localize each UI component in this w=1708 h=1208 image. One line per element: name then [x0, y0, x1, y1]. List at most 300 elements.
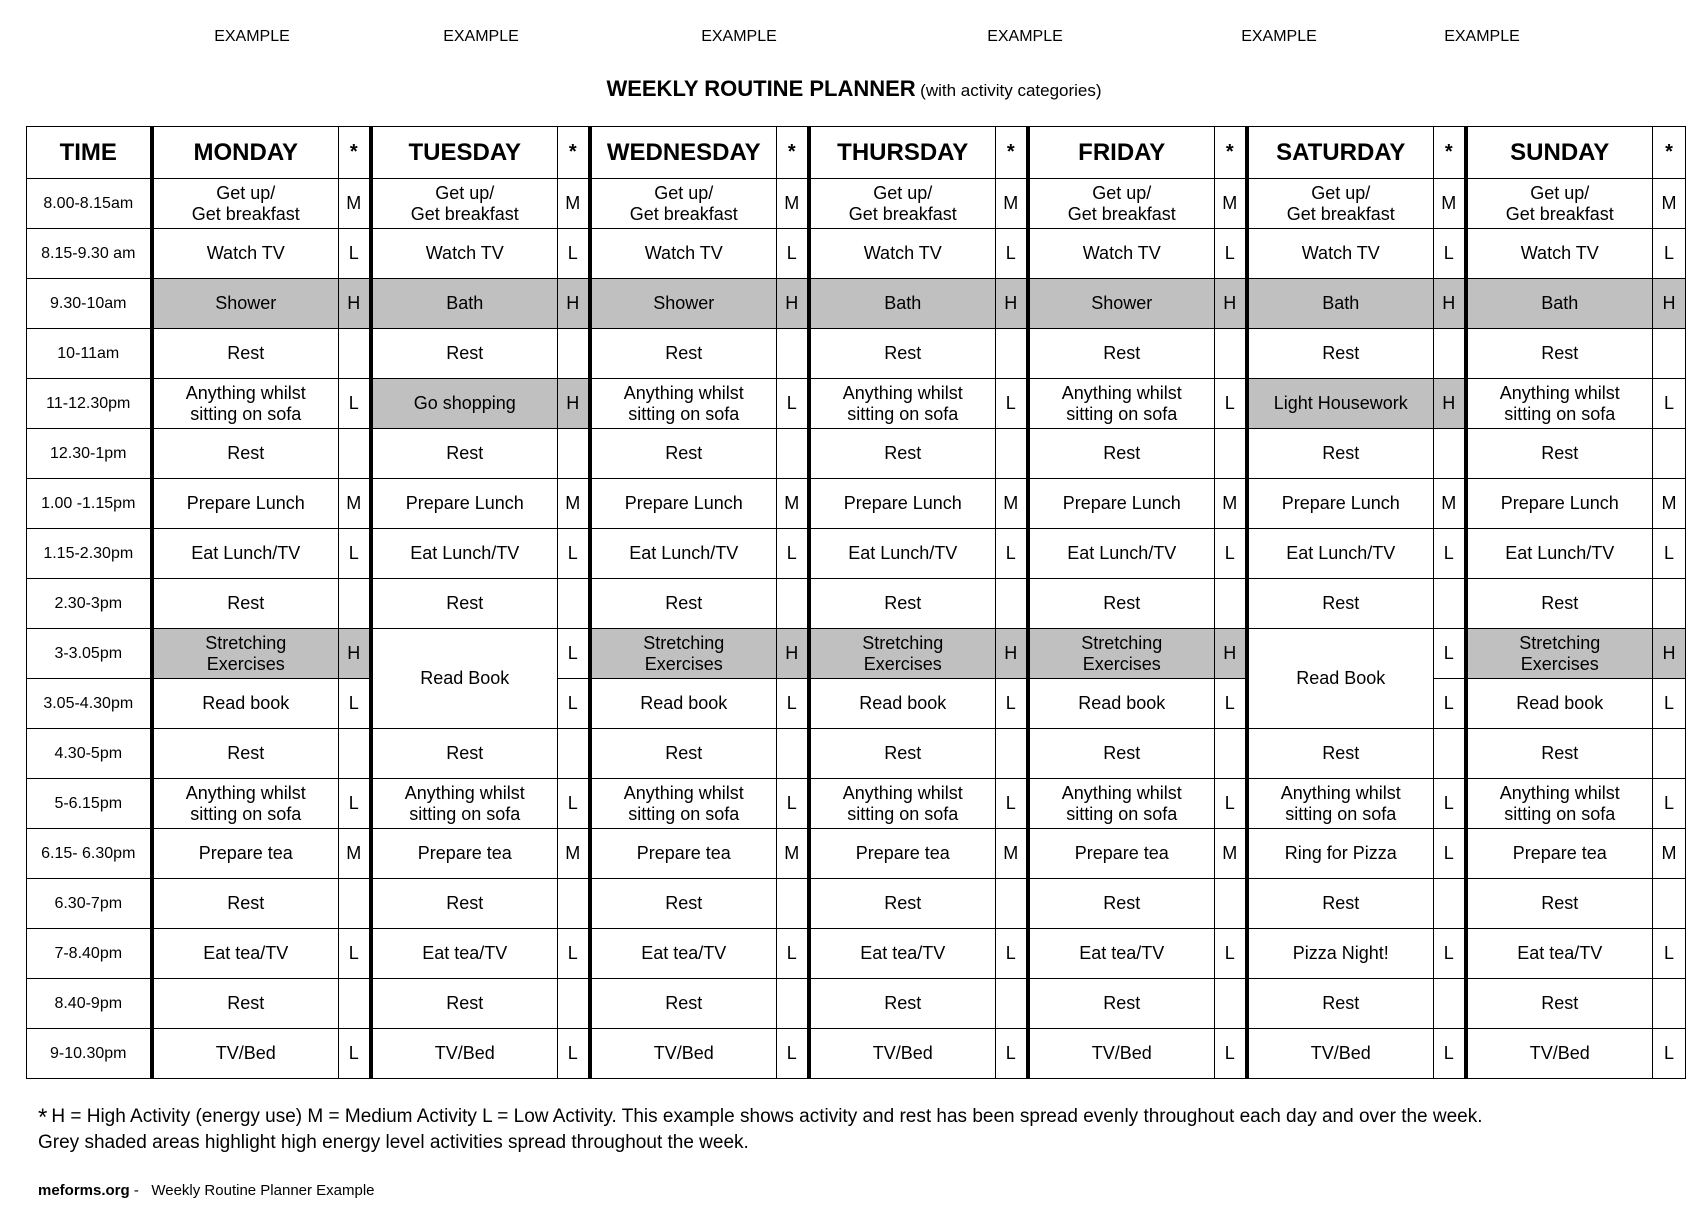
activity-cell: Stretching Exercises: [152, 629, 339, 679]
category-cell: [777, 429, 809, 479]
footnote-legend: H = High Activity (energy use) M = Medium Activity L = Low Activity. This example shows activity and rest has been spread evenly throughout each day and over the week.: [51, 1106, 1483, 1127]
time-slot: 6.30-7pm: [27, 879, 152, 929]
activity-cell: Prepare tea: [371, 829, 558, 879]
activity-cell: Rest: [152, 429, 339, 479]
table-row: [27, 479, 1686, 529]
header-category: *: [996, 127, 1028, 179]
activity-cell: Anything whilst sitting on sofa: [590, 779, 777, 829]
category-cell: [1434, 579, 1466, 629]
category-cell: L: [777, 929, 809, 979]
category-cell: [1215, 329, 1247, 379]
footnote-star: *: [38, 1104, 48, 1131]
category-cell: L: [1215, 929, 1247, 979]
category-cell: [1215, 879, 1247, 929]
category-cell: L: [1653, 529, 1686, 579]
time-slot: 1.00 -1.15pm: [27, 479, 152, 529]
category-cell: M: [558, 829, 590, 879]
time-slot: 5-6.15pm: [27, 779, 152, 829]
category-cell: [1215, 579, 1247, 629]
activity-cell: Eat tea/TV: [809, 929, 996, 979]
activity-cell: Rest: [1247, 979, 1434, 1029]
header-day: FRIDAY: [1028, 127, 1215, 179]
category-cell: L: [777, 229, 809, 279]
activity-cell: Rest: [1466, 579, 1653, 629]
category-cell: [1653, 429, 1686, 479]
category-cell: [558, 979, 590, 1029]
category-cell: L: [1653, 229, 1686, 279]
activity-cell: Watch TV: [809, 229, 996, 279]
header-day: THURSDAY: [809, 127, 996, 179]
activity-cell: Prepare tea: [1028, 829, 1215, 879]
time-slot: 2.30-3pm: [27, 579, 152, 629]
category-cell: L: [558, 679, 590, 729]
category-cell: L: [339, 379, 371, 429]
activity-cell: TV/Bed: [371, 1029, 558, 1079]
category-cell: [1434, 729, 1466, 779]
category-cell: [1215, 979, 1247, 1029]
category-cell: M: [1215, 829, 1247, 879]
category-cell: H: [777, 629, 809, 679]
activity-cell: Rest: [152, 579, 339, 629]
header-row: [27, 127, 1686, 179]
activity-cell: Rest: [1028, 329, 1215, 379]
time-slot: 3.05-4.30pm: [27, 679, 152, 729]
activity-cell: Prepare Lunch: [590, 479, 777, 529]
example-label: EXAMPLE: [1444, 28, 1520, 45]
table-body: [27, 179, 1686, 1079]
activity-cell: Eat Lunch/TV: [590, 529, 777, 579]
category-cell: L: [1215, 229, 1247, 279]
table-row: [27, 229, 1686, 279]
activity-cell: Prepare tea: [1466, 829, 1653, 879]
category-cell: L: [339, 779, 371, 829]
activity-cell: Rest: [1247, 329, 1434, 379]
category-cell: L: [339, 929, 371, 979]
activity-cell: Rest: [371, 879, 558, 929]
category-cell: L: [1653, 779, 1686, 829]
activity-cell: Rest: [152, 879, 339, 929]
activity-cell: Eat Lunch/TV: [1466, 529, 1653, 579]
activity-cell: Rest: [1247, 429, 1434, 479]
category-cell: L: [996, 229, 1028, 279]
activity-cell: Anything whilst sitting on sofa: [1028, 379, 1215, 429]
activity-cell: TV/Bed: [1247, 1029, 1434, 1079]
category-cell: L: [1653, 679, 1686, 729]
title-sub: (with activity categories): [920, 81, 1102, 100]
footer: [38, 1182, 375, 1199]
page-title: [0, 76, 1708, 102]
activity-cell: Rest: [1028, 429, 1215, 479]
activity-cell: Rest: [1466, 429, 1653, 479]
category-cell: L: [996, 679, 1028, 729]
activity-cell: TV/Bed: [1028, 1029, 1215, 1079]
routine-table: [26, 126, 1686, 1079]
category-cell: M: [777, 479, 809, 529]
category-cell: [777, 329, 809, 379]
header-category: *: [1653, 127, 1686, 179]
activity-cell: Get up/ Get breakfast: [152, 179, 339, 229]
category-cell: [996, 979, 1028, 1029]
category-cell: L: [1434, 629, 1466, 679]
activity-cell: Rest: [809, 729, 996, 779]
time-slot: 6.15- 6.30pm: [27, 829, 152, 879]
activity-cell: Rest: [590, 429, 777, 479]
activity-cell: Read book: [1466, 679, 1653, 729]
activity-cell: Ring for Pizza: [1247, 829, 1434, 879]
activity-cell: Eat Lunch/TV: [371, 529, 558, 579]
title-main: WEEKLY ROUTINE PLANNER: [606, 76, 916, 101]
activity-cell: Rest: [590, 979, 777, 1029]
activity-cell: Eat Lunch/TV: [1247, 529, 1434, 579]
header-category: *: [558, 127, 590, 179]
category-cell: H: [1215, 279, 1247, 329]
activity-cell: Anything whilst sitting on sofa: [1028, 779, 1215, 829]
category-cell: L: [558, 1029, 590, 1079]
category-cell: L: [558, 229, 590, 279]
activity-cell: Rest: [1028, 729, 1215, 779]
activity-cell: Rest: [809, 579, 996, 629]
category-cell: [558, 879, 590, 929]
activity-cell: Prepare tea: [590, 829, 777, 879]
activity-cell: Rest: [1466, 979, 1653, 1029]
activity-cell: Rest: [809, 329, 996, 379]
header-category: *: [339, 127, 371, 179]
category-cell: [1434, 979, 1466, 1029]
header-category: *: [1434, 127, 1466, 179]
time-slot: 9-10.30pm: [27, 1029, 152, 1079]
time-slot: 8.00-8.15am: [27, 179, 152, 229]
time-slot: 8.40-9pm: [27, 979, 152, 1029]
activity-cell: Rest: [590, 879, 777, 929]
activity-cell: Rest: [1247, 879, 1434, 929]
category-cell: L: [558, 779, 590, 829]
category-cell: H: [1215, 629, 1247, 679]
category-cell: M: [777, 179, 809, 229]
header-category: *: [1215, 127, 1247, 179]
activity-cell: Prepare Lunch: [371, 479, 558, 529]
table-row: [27, 329, 1686, 379]
time-slot: 1.15-2.30pm: [27, 529, 152, 579]
activity-cell: Pizza Night!: [1247, 929, 1434, 979]
activity-cell: Anything whilst sitting on sofa: [152, 379, 339, 429]
category-cell: [1653, 879, 1686, 929]
category-cell: [339, 329, 371, 379]
category-cell: L: [558, 529, 590, 579]
activity-cell: Rest: [1028, 579, 1215, 629]
category-cell: L: [1215, 779, 1247, 829]
activity-cell: Rest: [371, 729, 558, 779]
category-cell: [1215, 429, 1247, 479]
category-cell: M: [1215, 179, 1247, 229]
time-slot: 11-12.30pm: [27, 379, 152, 429]
activity-cell: Stretching Exercises: [1028, 629, 1215, 679]
time-slot: 8.15-9.30 am: [27, 229, 152, 279]
category-cell: L: [1215, 529, 1247, 579]
table-row: [27, 429, 1686, 479]
activity-cell: Rest: [590, 579, 777, 629]
table-row: [27, 629, 1686, 679]
category-cell: L: [777, 529, 809, 579]
category-cell: M: [1215, 479, 1247, 529]
activity-cell: Get up/ Get breakfast: [1028, 179, 1215, 229]
activity-cell: Rest: [1028, 979, 1215, 1029]
activity-cell: Watch TV: [371, 229, 558, 279]
table-row: [27, 529, 1686, 579]
activity-cell: Rest: [1466, 879, 1653, 929]
activity-cell: Eat Lunch/TV: [1028, 529, 1215, 579]
category-cell: M: [1434, 179, 1466, 229]
table-row: [27, 979, 1686, 1029]
time-slot: 7-8.40pm: [27, 929, 152, 979]
activity-cell: TV/Bed: [1466, 1029, 1653, 1079]
category-cell: [558, 579, 590, 629]
table-row: [27, 829, 1686, 879]
activity-cell: Stretching Exercises: [590, 629, 777, 679]
activity-cell: Read book: [590, 679, 777, 729]
category-cell: H: [996, 629, 1028, 679]
category-cell: [1434, 879, 1466, 929]
activity-cell: TV/Bed: [809, 1029, 996, 1079]
category-cell: [996, 729, 1028, 779]
activity-cell: Prepare tea: [809, 829, 996, 879]
category-cell: H: [558, 279, 590, 329]
category-cell: L: [1653, 1029, 1686, 1079]
activity-cell: Anything whilst sitting on sofa: [590, 379, 777, 429]
activity-cell: Watch TV: [1247, 229, 1434, 279]
activity-cell: Shower: [1028, 279, 1215, 329]
activity-cell: Get up/ Get breakfast: [590, 179, 777, 229]
category-cell: M: [1653, 479, 1686, 529]
category-cell: M: [1653, 179, 1686, 229]
category-cell: L: [1215, 379, 1247, 429]
table-row: [27, 729, 1686, 779]
activity-cell: Rest: [809, 879, 996, 929]
category-cell: L: [1434, 929, 1466, 979]
category-cell: L: [996, 929, 1028, 979]
category-cell: L: [1434, 829, 1466, 879]
activity-cell: Read Book: [1247, 629, 1434, 729]
category-cell: L: [777, 379, 809, 429]
activity-cell: Rest: [1247, 729, 1434, 779]
category-cell: M: [339, 829, 371, 879]
category-cell: L: [1434, 229, 1466, 279]
category-cell: H: [1653, 279, 1686, 329]
activity-cell: Rest: [152, 979, 339, 1029]
table-row: [27, 579, 1686, 629]
activity-cell: TV/Bed: [152, 1029, 339, 1079]
time-slot: 10-11am: [27, 329, 152, 379]
table-row: [27, 379, 1686, 429]
activity-cell: Rest: [1466, 729, 1653, 779]
category-cell: [777, 879, 809, 929]
category-cell: L: [1434, 679, 1466, 729]
category-cell: L: [558, 929, 590, 979]
activity-cell: Bath: [1247, 279, 1434, 329]
category-cell: H: [1434, 279, 1466, 329]
activity-cell: Rest: [1247, 579, 1434, 629]
activity-cell: Rest: [371, 429, 558, 479]
category-cell: L: [1434, 779, 1466, 829]
header-time: TIME: [27, 127, 152, 179]
activity-cell: Rest: [152, 729, 339, 779]
table-row: [27, 879, 1686, 929]
table-row: [27, 929, 1686, 979]
header-day: MONDAY: [152, 127, 339, 179]
header-category: *: [777, 127, 809, 179]
activity-cell: Eat tea/TV: [590, 929, 777, 979]
footnote-line-2: Grey shaded areas highlight high energy level activities spread throughout the week.: [38, 1132, 749, 1153]
category-cell: [1653, 329, 1686, 379]
category-cell: M: [1653, 829, 1686, 879]
activity-cell: Rest: [371, 579, 558, 629]
activity-cell: Read book: [152, 679, 339, 729]
activity-cell: Anything whilst sitting on sofa: [1466, 379, 1653, 429]
category-cell: L: [996, 379, 1028, 429]
category-cell: M: [996, 179, 1028, 229]
footer-text: Weekly Routine Planner Example: [151, 1182, 375, 1199]
activity-cell: Anything whilst sitting on sofa: [1466, 779, 1653, 829]
activity-cell: Eat tea/TV: [1028, 929, 1215, 979]
time-slot: 9.30-10am: [27, 279, 152, 329]
activity-cell: Shower: [152, 279, 339, 329]
category-cell: [777, 979, 809, 1029]
activity-cell: Anything whilst sitting on sofa: [371, 779, 558, 829]
activity-cell: Rest: [590, 729, 777, 779]
category-cell: L: [777, 679, 809, 729]
activity-cell: Read book: [809, 679, 996, 729]
category-cell: [996, 329, 1028, 379]
table-row: [27, 179, 1686, 229]
activity-cell: Rest: [371, 329, 558, 379]
activity-cell: Rest: [1466, 329, 1653, 379]
activity-cell: Read book: [1028, 679, 1215, 729]
activity-cell: Get up/ Get breakfast: [1466, 179, 1653, 229]
category-cell: [1434, 429, 1466, 479]
activity-cell: Get up/ Get breakfast: [1247, 179, 1434, 229]
footnote: [38, 1104, 1698, 1155]
category-cell: L: [1215, 679, 1247, 729]
activity-cell: Bath: [1466, 279, 1653, 329]
category-cell: L: [996, 779, 1028, 829]
activity-cell: Read Book: [371, 629, 558, 729]
activity-cell: Anything whilst sitting on sofa: [809, 379, 996, 429]
category-cell: [339, 979, 371, 1029]
header-day: WEDNESDAY: [590, 127, 777, 179]
example-label: EXAMPLE: [1241, 28, 1317, 45]
activity-cell: Rest: [809, 979, 996, 1029]
category-cell: L: [339, 679, 371, 729]
activity-cell: Shower: [590, 279, 777, 329]
footnote-line-1: [38, 1104, 1698, 1130]
category-cell: [339, 729, 371, 779]
category-cell: L: [339, 529, 371, 579]
activity-cell: Prepare tea: [152, 829, 339, 879]
category-cell: M: [339, 479, 371, 529]
header-day: SUNDAY: [1466, 127, 1653, 179]
category-cell: M: [1434, 479, 1466, 529]
category-cell: [339, 579, 371, 629]
activity-cell: Light Housework: [1247, 379, 1434, 429]
header-day: SATURDAY: [1247, 127, 1434, 179]
activity-cell: Rest: [371, 979, 558, 1029]
category-cell: L: [339, 1029, 371, 1079]
category-cell: [339, 879, 371, 929]
category-cell: H: [1653, 629, 1686, 679]
activity-cell: Watch TV: [1028, 229, 1215, 279]
example-label: EXAMPLE: [701, 28, 777, 45]
activity-cell: Watch TV: [590, 229, 777, 279]
category-cell: L: [1434, 1029, 1466, 1079]
category-cell: [996, 429, 1028, 479]
category-cell: M: [996, 479, 1028, 529]
activity-cell: Rest: [809, 429, 996, 479]
category-cell: [1653, 579, 1686, 629]
category-cell: [777, 579, 809, 629]
activity-cell: Anything whilst sitting on sofa: [809, 779, 996, 829]
category-cell: H: [777, 279, 809, 329]
activity-cell: Eat Lunch/TV: [152, 529, 339, 579]
category-cell: L: [1215, 1029, 1247, 1079]
category-cell: M: [339, 179, 371, 229]
activity-cell: Stretching Exercises: [1466, 629, 1653, 679]
category-cell: [558, 429, 590, 479]
time-slot: 4.30-5pm: [27, 729, 152, 779]
category-cell: [777, 729, 809, 779]
footer-site: meforms.org: [38, 1182, 130, 1199]
activity-cell: Prepare Lunch: [1028, 479, 1215, 529]
table-row: [27, 279, 1686, 329]
activity-cell: Prepare Lunch: [152, 479, 339, 529]
category-cell: L: [777, 1029, 809, 1079]
activity-cell: Bath: [809, 279, 996, 329]
category-cell: L: [777, 779, 809, 829]
category-cell: H: [996, 279, 1028, 329]
category-cell: L: [1653, 929, 1686, 979]
category-cell: [1215, 729, 1247, 779]
activity-cell: Anything whilst sitting on sofa: [152, 779, 339, 829]
activity-cell: Prepare Lunch: [1247, 479, 1434, 529]
category-cell: [996, 579, 1028, 629]
activity-cell: Get up/ Get breakfast: [809, 179, 996, 229]
category-cell: L: [1653, 379, 1686, 429]
activity-cell: Bath: [371, 279, 558, 329]
category-cell: [996, 879, 1028, 929]
activity-cell: Eat tea/TV: [152, 929, 339, 979]
category-cell: [1434, 329, 1466, 379]
activity-cell: Eat Lunch/TV: [809, 529, 996, 579]
activity-cell: TV/Bed: [590, 1029, 777, 1079]
category-cell: H: [339, 629, 371, 679]
category-cell: [339, 429, 371, 479]
activity-cell: Go shopping: [371, 379, 558, 429]
activity-cell: Watch TV: [1466, 229, 1653, 279]
category-cell: M: [558, 479, 590, 529]
table-row: [27, 779, 1686, 829]
category-cell: L: [996, 529, 1028, 579]
category-cell: L: [339, 229, 371, 279]
activity-cell: Rest: [1028, 879, 1215, 929]
activity-cell: Prepare Lunch: [809, 479, 996, 529]
activity-cell: Rest: [590, 329, 777, 379]
activity-cell: Watch TV: [152, 229, 339, 279]
category-cell: H: [1434, 379, 1466, 429]
activity-cell: Eat tea/TV: [1466, 929, 1653, 979]
activity-cell: Prepare Lunch: [1466, 479, 1653, 529]
time-slot: 3-3.05pm: [27, 629, 152, 679]
category-cell: H: [339, 279, 371, 329]
category-cell: [1653, 729, 1686, 779]
category-cell: L: [996, 1029, 1028, 1079]
